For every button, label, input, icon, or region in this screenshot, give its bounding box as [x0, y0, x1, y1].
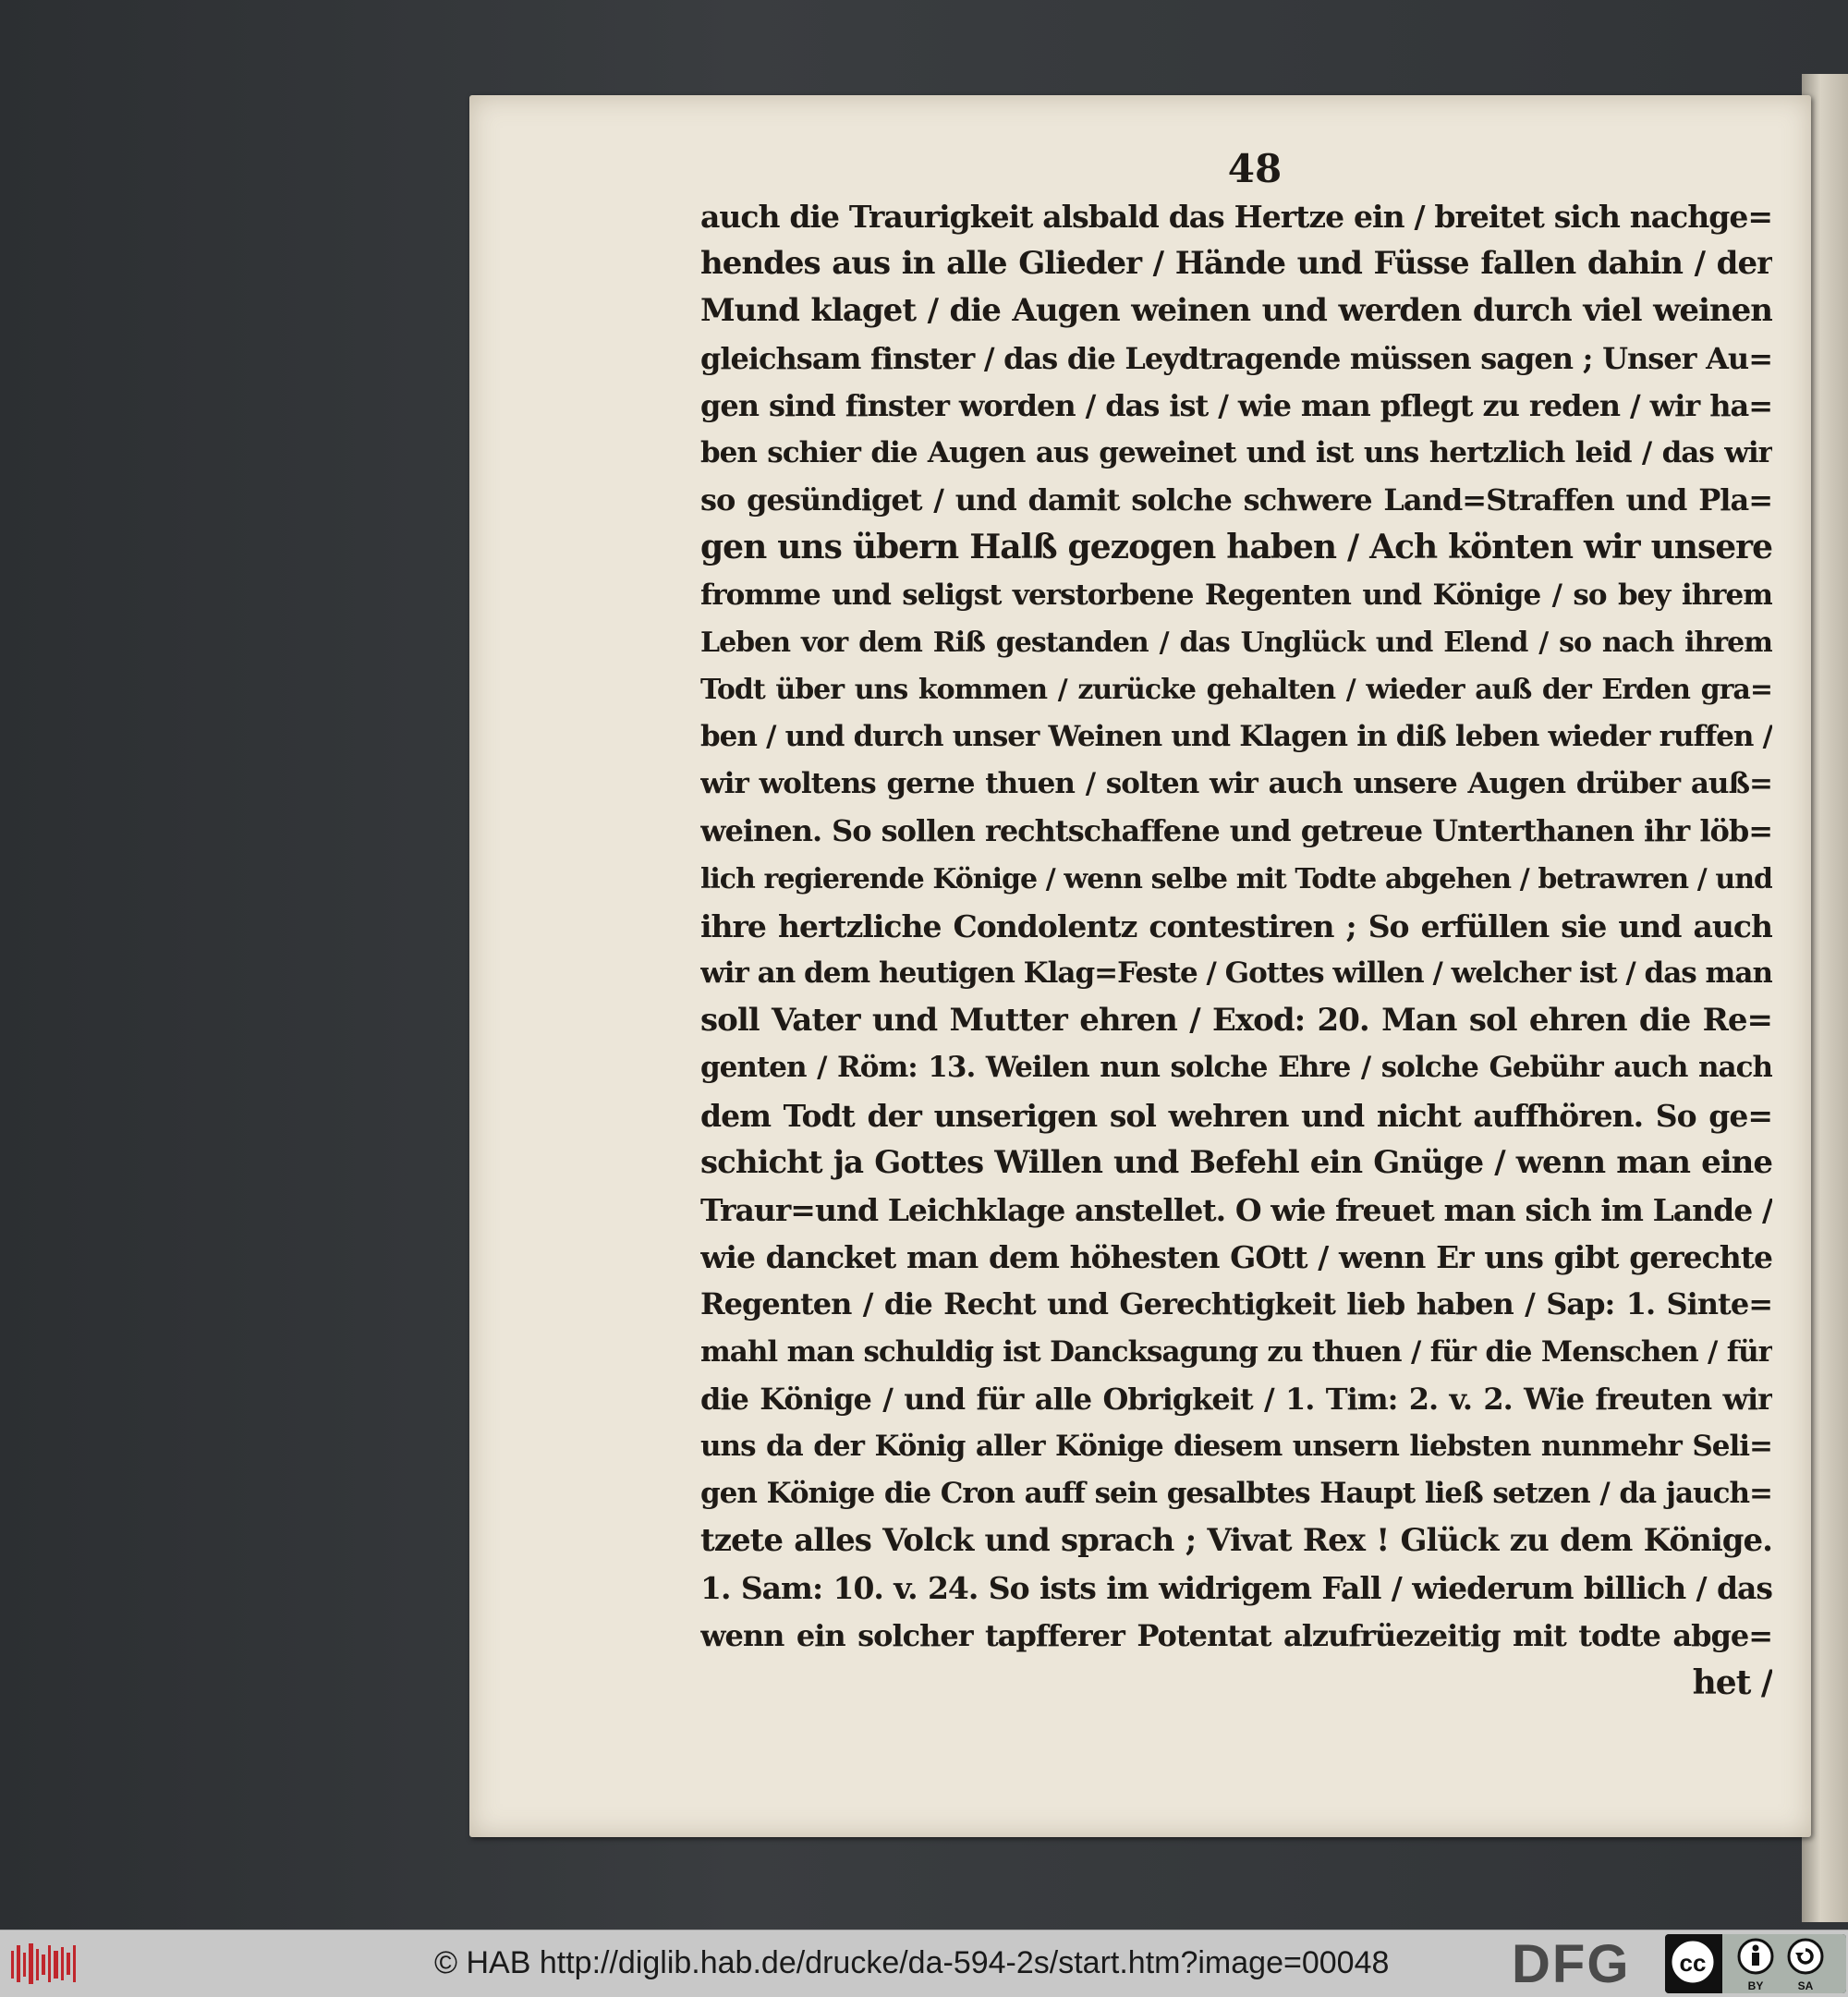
text-line: soll Vater und Mutter ehren / Exod: 20. Man sol ehren die Re= — [700, 1002, 1772, 1040]
text-line: ihre hertzliche Condolentz contestiren ; So erfüllen sie und auch — [700, 907, 1772, 944]
text-line: wenn ein solcher tapfferer Potentat alzufrüezeitig mit todte abge= — [700, 1617, 1772, 1653]
text-line: 1. Sam: 10. v. 24. So ists im widrigem Fall / wiederum billich / das — [700, 1570, 1772, 1607]
text-line: schicht ja Gottes Willen und Befehl ein Gnüge / wenn man eine — [700, 1143, 1772, 1181]
text-line: Mund klaget / die Augen weinen und werden durch viel weinen — [700, 292, 1772, 330]
text-line: lich regierende Könige / wenn selbe mit Todte abgehen / betrawren / und — [700, 862, 1772, 895]
svg-text:SA: SA — [1797, 1979, 1814, 1992]
text-line: Regenten / die Recht und Gerechtigkeit lieb haben / Sap: 1. Sinte= — [700, 1286, 1772, 1322]
cc-icon — [1671, 1940, 1715, 1984]
dfg-logo: DFG — [1512, 1934, 1631, 1994]
text-line: tzete alles Volck und sprach ; Vivat Rex ! Glück zu dem Könige. — [700, 1522, 1772, 1560]
text-line: fromme und seligst verstorbene Regenten und Könige / so bey ihrem — [700, 578, 1772, 612]
text-line: weinen. So sollen rechtschaffene und getreue Unterthanen ihr löb= — [700, 813, 1772, 849]
text-line: die Könige / und für alle Obrigkeit / 1. Tim: 2. v. 2. Wie freuten wir — [700, 1381, 1772, 1417]
text-line: Traur=und Leichklage anstellet. O wie freuet man sich im Lande / — [700, 1191, 1772, 1228]
svg-text:cc: cc — [1679, 1949, 1707, 1977]
barcode-logo-icon — [9, 1942, 78, 1986]
text-line: gen uns übern Halß gezogen haben / Ach könten wir unsere — [700, 528, 1772, 567]
source-link[interactable]: © HAB http://diglib.hab.de/drucke/da-594-2s/start.htm?image=00048 — [434, 1945, 1390, 1980]
text-line: wir woltens gerne thuen / solten wir auch unsere Augen drüber auß= — [700, 767, 1772, 801]
text-line: ben schier die Augen aus geweinet und ist uns hertzlich leid / das wir — [700, 435, 1772, 469]
by-icon — [1722, 1934, 1846, 1993]
text-line: uns da der König aller Könige diesem unsern liebsten nunmehr Seli= — [700, 1429, 1772, 1463]
license-badge[interactable] — [1665, 1934, 1846, 1993]
text-line: gen sind finster worden / das ist / wie man pflegt zu reden / wir ha= — [700, 387, 1772, 423]
text-line: Leben vor dem Riß gestanden / das Unglück und Elend / so nach ihrem — [700, 626, 1772, 659]
book-page — [469, 95, 1811, 1837]
svg-text:BY: BY — [1747, 1979, 1764, 1992]
text-line: wir an dem heutigen Klag=Feste / Gottes willen / welcher ist / das man — [700, 956, 1772, 990]
text-line: gleichsam finster / das die Leydtragende müssen sagen ; Unser Au= — [700, 340, 1772, 376]
text-line: gen Könige die Cron auff sein gesalbtes Haupt ließ setzen / da jauch= — [700, 1477, 1772, 1511]
text-line: dem Todt der unserigen sol wehren und nicht auffhören. So ge= — [700, 1097, 1772, 1134]
page-number: 48 — [1227, 146, 1283, 191]
text-line: wie dancket man dem höhesten GOtt / wenn Er uns gibt gerechte — [700, 1239, 1772, 1276]
text-line: het / — [1692, 1662, 1772, 1702]
text-line: Todt über uns kommen / zurücke gehalten / wieder auß der Erden gra= — [700, 673, 1772, 706]
text-line: hendes aus in alle Glieder / Hände und Füsse fallen dahin / der — [700, 245, 1772, 283]
text-line: mahl man schuldig ist Dancksagung zu thuen / für die Menschen / für — [700, 1334, 1772, 1369]
text-line: auch die Traurigkeit alsbald das Hertze ein / breitet sich nachge= — [700, 199, 1772, 235]
text-line: so gesündiget / und damit solche schwere Land=Straffen und Pla= — [700, 482, 1772, 518]
text-line: ben / und durch unser Weinen und Klagen in diß leben wieder ruffen / — [700, 720, 1772, 754]
footer-bar — [0, 1930, 1848, 1997]
page-text — [700, 193, 1772, 1707]
text-line: genten / Röm: 13. Weilen nun solche Ehre / solche Gebühr auch nach — [700, 1051, 1772, 1085]
